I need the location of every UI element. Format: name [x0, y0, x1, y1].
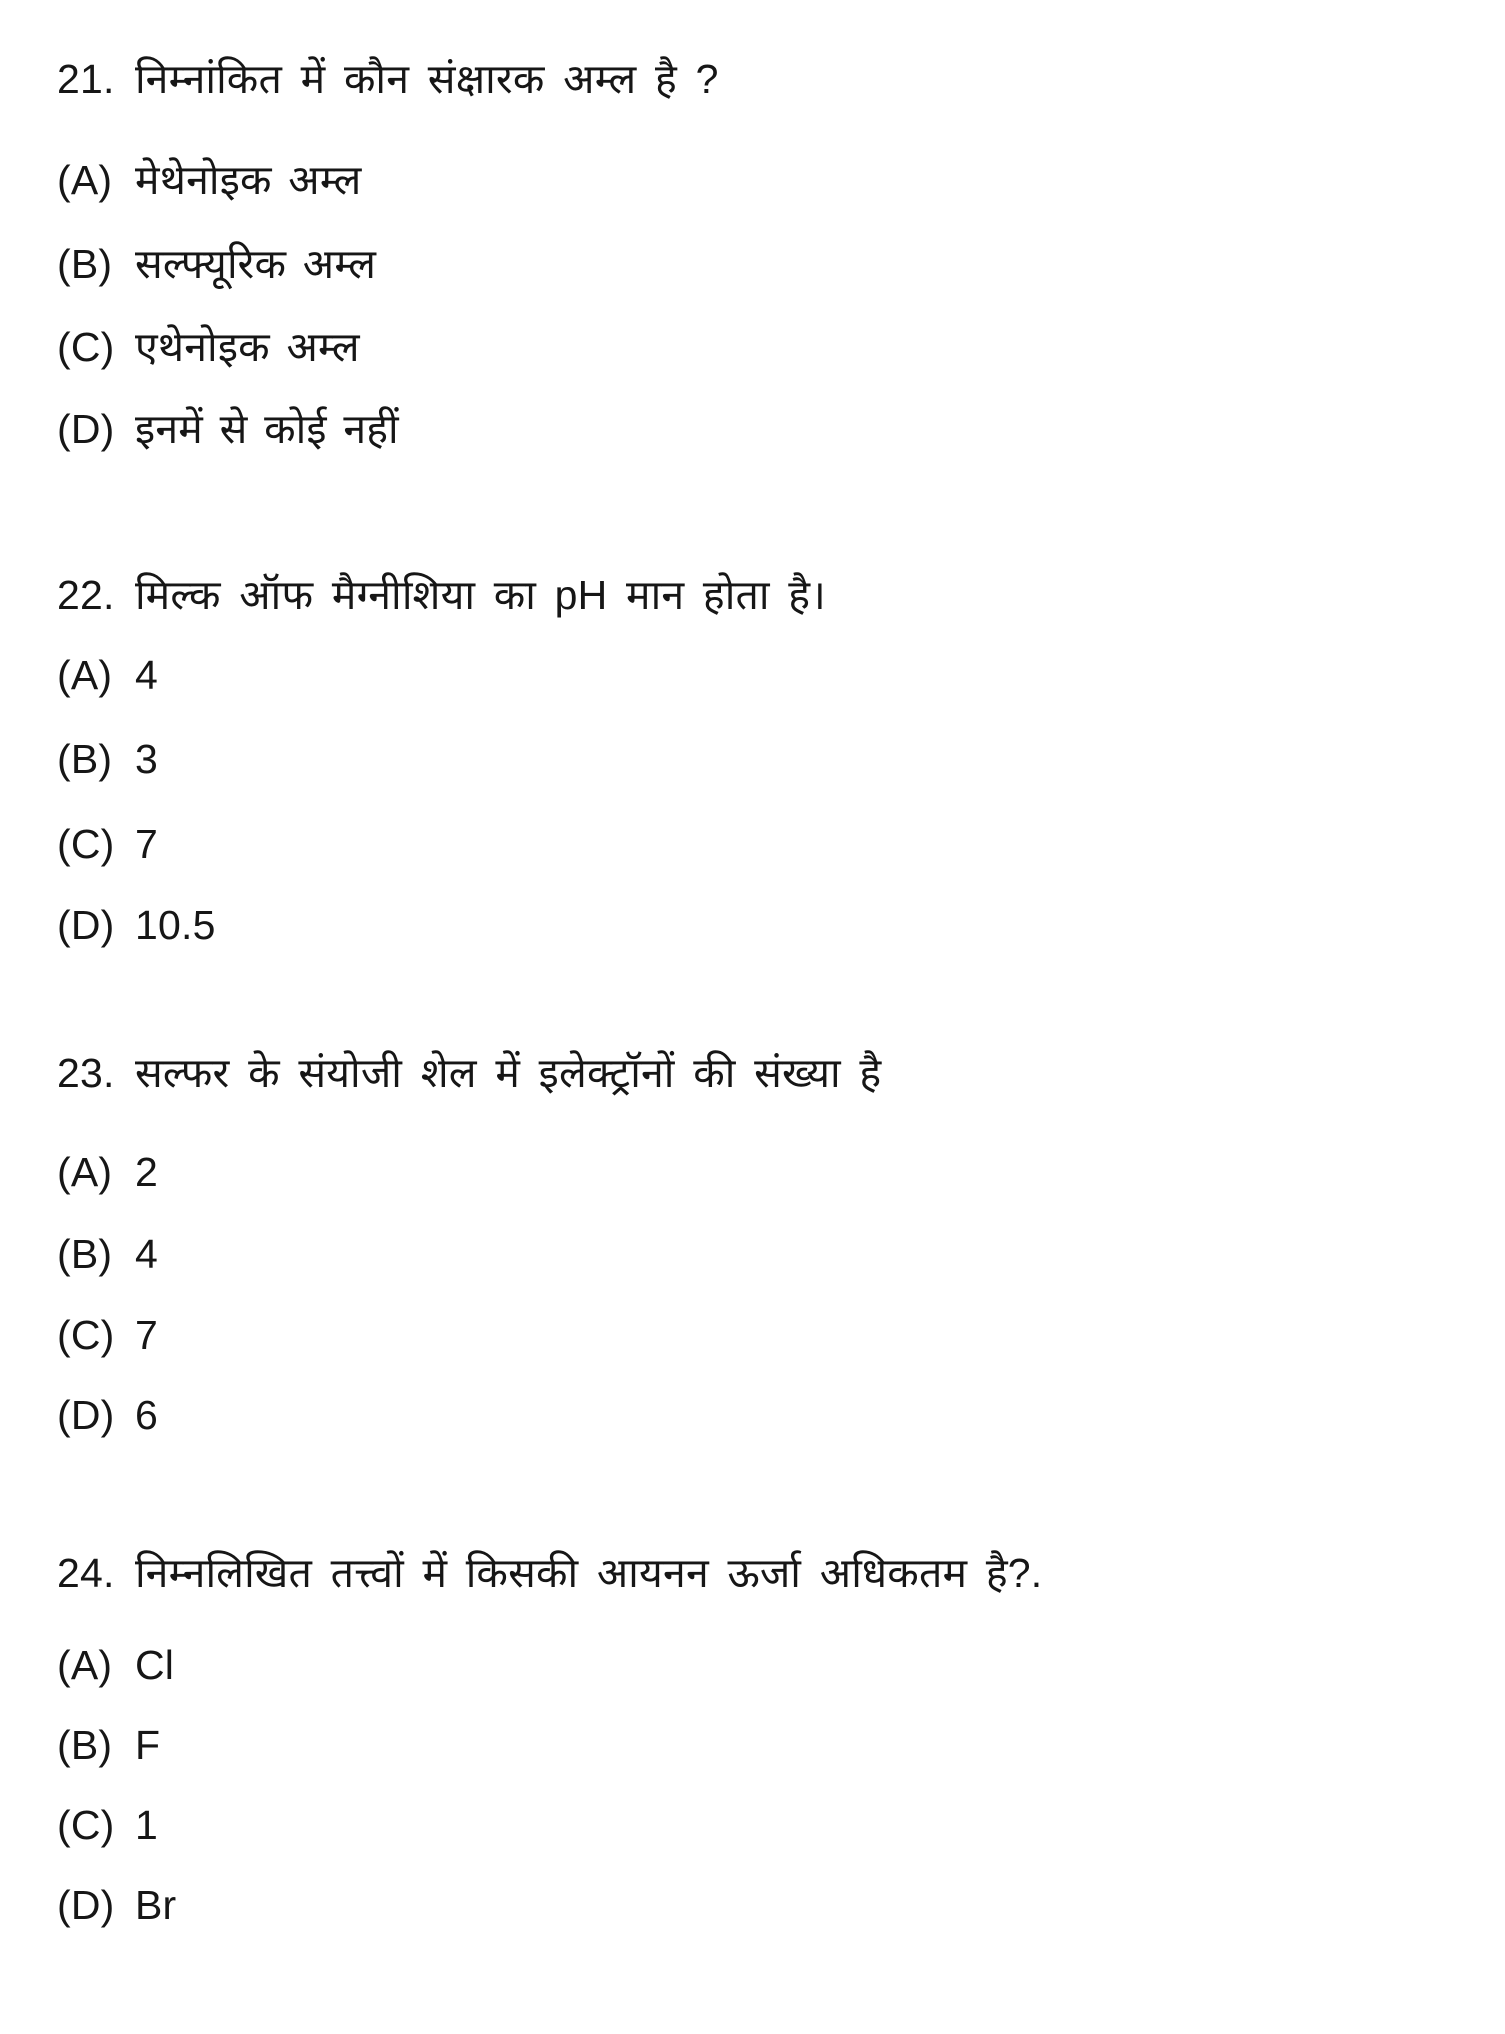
option-label: (D)	[57, 1882, 115, 1928]
question-24-number: 24.	[57, 1550, 115, 1596]
question-21-option-d	[57, 404, 399, 454]
question-22-number: 22.	[57, 572, 115, 618]
question-21-text: निम्नांकित में कौन संक्षारक अम्ल है ?	[135, 56, 719, 102]
question-24-text: निम्नलिखित तत्त्वों में किसकी आयनन ऊर्जा अधिकतम है?.	[135, 1550, 1043, 1596]
option-text: 1	[135, 1802, 159, 1848]
option-label: (B)	[57, 1722, 113, 1768]
option-text: 2	[135, 1149, 159, 1195]
option-label: (B)	[57, 736, 113, 782]
option-label: (B)	[57, 1231, 113, 1277]
question-24-heading	[57, 1548, 1042, 1598]
option-label: (A)	[57, 157, 113, 203]
question-21-option-b	[57, 239, 376, 289]
option-label: (C)	[57, 1312, 115, 1358]
question-24-option-d	[57, 1880, 176, 1930]
question-21-option-c	[57, 322, 360, 372]
question-22-option-a	[57, 650, 158, 700]
option-text: 10.5	[135, 902, 216, 948]
question-22-option-c	[57, 819, 158, 869]
option-label: (C)	[57, 1802, 115, 1848]
option-label: (D)	[57, 1392, 115, 1438]
question-21-option-a	[57, 155, 362, 205]
option-label: (D)	[57, 902, 115, 948]
option-text: एथेनोइक अम्ल	[135, 324, 360, 370]
option-label: (B)	[57, 241, 113, 287]
question-21-heading	[57, 54, 719, 104]
question-22-heading	[57, 570, 826, 620]
option-text: इनमें से कोई नहीं	[135, 406, 399, 452]
option-label: (C)	[57, 821, 115, 867]
option-text: 4	[135, 652, 159, 698]
question-21-number: 21.	[57, 56, 115, 102]
question-23-heading	[57, 1048, 881, 1098]
option-text: Cl	[135, 1642, 175, 1688]
question-23-number: 23.	[57, 1050, 115, 1096]
option-label: (C)	[57, 324, 115, 370]
question-22-option-d	[57, 900, 216, 950]
option-text: सल्फ्यूरिक अम्ल	[135, 241, 377, 287]
option-text: 7	[135, 1312, 159, 1358]
option-text: Br	[135, 1882, 177, 1928]
question-23-option-a	[57, 1147, 158, 1197]
question-22-option-b	[57, 734, 158, 784]
option-label: (A)	[57, 652, 113, 698]
option-label: (A)	[57, 1149, 113, 1195]
option-text: 3	[135, 736, 159, 782]
question-23-option-d	[57, 1390, 158, 1440]
question-23-text: सल्फर के संयोजी शेल में इलेक्ट्रॉनों की संख्या है	[135, 1050, 882, 1096]
option-text: 7	[135, 821, 159, 867]
question-23-option-c	[57, 1310, 158, 1360]
question-24-option-c	[57, 1800, 158, 1850]
option-text: F	[135, 1722, 161, 1768]
option-text: मेथेनोइक अम्ल	[135, 157, 362, 203]
option-label: (A)	[57, 1642, 113, 1688]
question-24-option-a	[57, 1640, 174, 1690]
question-22-text: मिल्क ऑफ मैग्नीशिया का pH मान होता है।	[135, 572, 827, 618]
question-23-option-b	[57, 1229, 158, 1279]
question-24-option-b	[57, 1720, 160, 1770]
option-text: 6	[135, 1392, 159, 1438]
option-label: (D)	[57, 406, 115, 452]
option-text: 4	[135, 1231, 159, 1277]
